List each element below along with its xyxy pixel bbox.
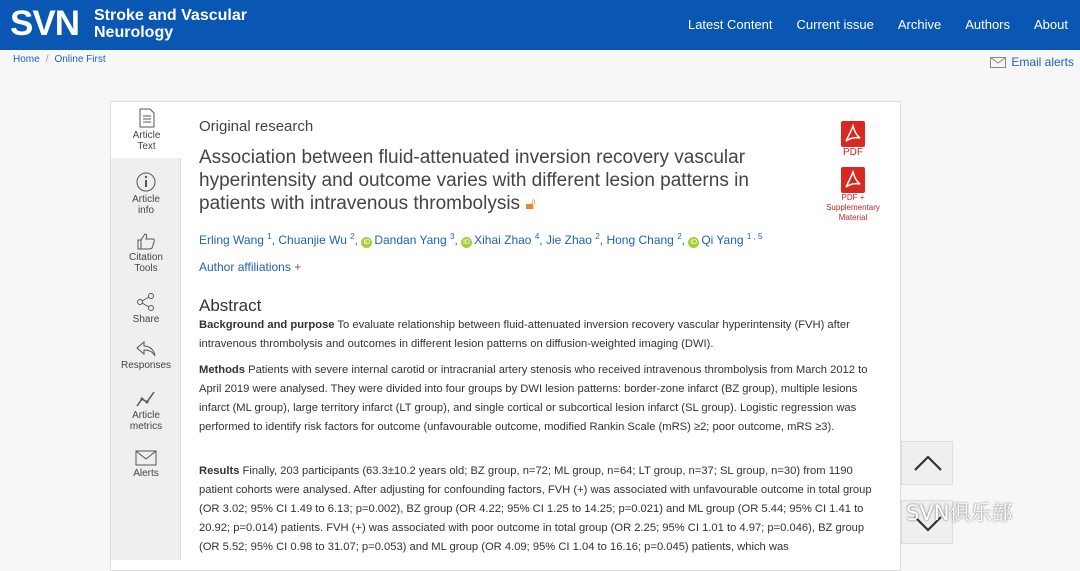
methods-label: Methods: [199, 364, 245, 376]
info-icon: [136, 172, 156, 192]
breadcrumb-home[interactable]: Home: [13, 54, 40, 65]
abstract-methods: [199, 361, 875, 437]
sidebar-item-responses[interactable]: [111, 340, 181, 371]
email-alerts-label: Email alerts: [1011, 55, 1074, 69]
pdf-icon: [841, 121, 865, 147]
abstract-results: [199, 462, 875, 557]
nav-current-issue[interactable]: Current issue: [796, 17, 874, 32]
envelope-icon: [135, 450, 157, 466]
author-name: Xihai Zhao: [474, 233, 532, 247]
author-name: Dandan Yang: [374, 233, 447, 247]
sidebar-item-article-metrics[interactable]: [111, 390, 181, 432]
pdf-supplementary-button[interactable]: [819, 167, 887, 223]
envelope-icon: [990, 57, 1006, 68]
abstract-heading: Abstract: [199, 296, 262, 315]
share-icon: [136, 292, 156, 312]
orcid-icon[interactable]: iD: [461, 237, 472, 248]
article-type: Original research: [199, 118, 314, 135]
sidebar-item-article-text[interactable]: [111, 102, 182, 158]
article-card: [110, 101, 901, 571]
document-icon: [139, 108, 155, 128]
results-label: Results: [199, 465, 240, 477]
author-name: Hong Chang: [606, 233, 674, 247]
author-sup: 2: [595, 232, 600, 241]
sidebar-item-article-info[interactable]: [111, 172, 181, 216]
author-affiliations-toggle[interactable]: [199, 260, 301, 274]
affiliations-label: Author affiliations: [199, 260, 291, 274]
nav-authors[interactable]: Authors: [965, 17, 1011, 32]
chart-icon: [136, 390, 156, 408]
author-link[interactable]: [701, 233, 762, 247]
sidebar-item-alerts[interactable]: [111, 450, 181, 479]
reply-icon: [135, 340, 157, 358]
journal-title[interactable]: [94, 7, 247, 41]
breadcrumb-online-first[interactable]: Online First: [54, 54, 106, 65]
sidebar-label: Article: [132, 194, 160, 205]
pdf-download-button[interactable]: [839, 121, 867, 158]
author-sup: 1: [267, 232, 272, 241]
sidebar-label: info: [137, 205, 155, 216]
author-sup: 1 , 5: [746, 232, 763, 241]
sidebar-label: Alerts: [133, 468, 159, 479]
pdf-supp-label: PDF + Supplementary Material: [826, 193, 880, 222]
author-name: Chuanjie Wu: [278, 233, 347, 247]
sidebar-label: Article: [132, 410, 160, 421]
sidebar-item-share[interactable]: [111, 292, 181, 325]
author-sup: 3: [449, 232, 455, 241]
plus-icon: +: [294, 260, 302, 274]
author-sup: 2: [350, 232, 355, 241]
sidebar-item-citation-tools[interactable]: [111, 232, 181, 274]
article-sidebar: [111, 102, 181, 560]
author-sup: 4: [534, 232, 540, 241]
author-name: Qi Yang: [701, 233, 744, 247]
pdf-icon: [841, 167, 865, 193]
background-label: Background and purpose: [199, 319, 335, 331]
breadcrumb: [13, 54, 106, 65]
nav-latest-content[interactable]: Latest Content: [687, 17, 773, 32]
email-alerts-link[interactable]: [990, 55, 1074, 69]
journal-title-line1: Stroke and Vascular: [94, 7, 247, 24]
journal-title-line2: Neurology: [94, 24, 174, 41]
scroll-up-button[interactable]: [901, 441, 953, 485]
author-link[interactable]: [199, 233, 272, 247]
wechat-icon: [866, 499, 900, 525]
sidebar-label: Article: [132, 130, 161, 141]
article-title: [199, 146, 809, 216]
author-list: Erling Wang $^1$, Chuanjie Wu $^2$, iD Dandan Yang $^3$, iD Xihai Zhao $^4$, Jie Zhao $^2$, Hong Chang $^2$, iD Qi Yang $^{1 , 5}$: [199, 232, 763, 247]
results-text: Finally, 203 participants (63.3±10.2 years old; BZ group, n=72; ML group, n=64; LT group, n=37; SL group, n=30) from 1190 patient cohorts were analysed. After adjusting for confounding factors, FVH (+) was associated with unfavourable outcome in total group (OR 3.02; 95% CI 1.49 to 6.13; p=0.002), BZ group (OR 4.22; 95% CI 1.25 to 14.25; p=0.021) and ML group (OR 5.44; 95% CI 1.41 to 20.92; p=0.014) patients. FVH (+) was associated with poor outcome in total group (OR 2.25; 95% CI 1.01 to 4.97; p=0.046), BZ group (OR 5.52; 95% CI 0.98 to 31.07; p=0.053) and ML group (OR 4.09; 95% CI 1.04 to 16.16; p=0.045) patients, which was: [199, 465, 872, 553]
author-link[interactable]: [546, 233, 600, 247]
site-header: [0, 0, 1080, 50]
orcid-icon[interactable]: iD: [688, 237, 699, 248]
nav-about[interactable]: About: [1034, 17, 1068, 32]
chevron-up-icon: [902, 442, 954, 486]
author-sup: 2: [677, 232, 682, 241]
author-link[interactable]: [606, 233, 681, 247]
sidebar-label: Text: [137, 141, 156, 152]
article-title-text: Association between fluid-attenuated inversion recovery vascular hyperintensity and outcome varies with different lesion patterns in patients with intravenous thrombolysis: [199, 147, 749, 214]
journal-logo[interactable]: SVN: [10, 4, 79, 43]
author-link[interactable]: [374, 233, 454, 247]
watermark-text: SVN俱乐部: [906, 501, 1013, 525]
author-link[interactable]: [474, 233, 539, 247]
author-name: Jie Zhao: [545, 233, 592, 247]
abstract-background: [199, 316, 875, 354]
pdf-label: PDF: [843, 147, 863, 158]
sidebar-label: Share: [132, 314, 160, 325]
main-nav: [688, 17, 1068, 32]
background-text: To evaluate relationship between fluid-attenuated inversion recovery vascular hyperintensity (FVH) after intravenous thrombolysis and outcomes in different lesion patterns on diffusion-weighted imaging (DWI).: [199, 319, 850, 350]
wechat-watermark: [866, 497, 1012, 527]
methods-text: Patients with severe internal carotid or intracranial artery stenosis who received intravenous thrombolysis from March 2012 to April 2019 were analysed. They were divided into four groups by DWI lesion patterns: border-zone infarct (BZ group), multiple lesions infarct (ML group), large territory infarct (LT group), and single cortical or subcortical lesion infarct (SL group). Logistic regression was performed to identify risk factors for outcome (unfavourable outcome, modified Rankin Scale (mRS) ≥2; poor outcome, mRS ≥3).: [199, 364, 868, 433]
author-link[interactable]: [278, 233, 354, 247]
sidebar-label: metrics: [129, 421, 163, 432]
author-name: Erling Wang: [199, 233, 264, 247]
sidebar-label: Responses: [120, 360, 172, 371]
thumbs-up-icon: [136, 232, 156, 250]
open-access-icon: 🔓︎: [525, 196, 536, 213]
sidebar-label: Tools: [134, 263, 158, 274]
sidebar-label: Citation: [129, 252, 163, 263]
nav-archive[interactable]: Archive: [897, 17, 942, 32]
orcid-icon[interactable]: iD: [361, 237, 372, 248]
breadcrumb-separator: /: [45, 54, 49, 65]
